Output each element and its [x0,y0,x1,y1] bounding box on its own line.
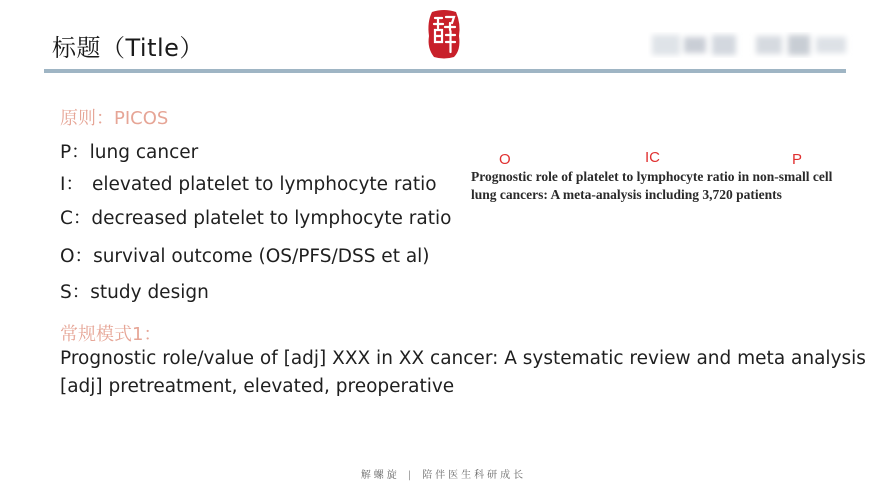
picos-key: I： [60,174,84,195]
title-divider [44,69,846,73]
picos-value: study design [90,282,209,303]
picos-row-c [60,204,451,230]
example-title-line: lung cancers: A meta-analysis including 3,720 patients [471,187,782,202]
footer-separator: | [407,470,415,481]
principle-label: 原则：PICOS [60,108,169,129]
picos-value: lung cancer [89,142,199,163]
example-title [471,168,881,204]
pattern-line-1: Prognostic role/value of [adj] XXX in XX cancer: A systematic review and meta analysis [60,348,866,369]
picos-value: decreased platelet to lymphocyte ratio [91,208,452,229]
footer-slogan: 陪伴医生科研成长 [422,470,527,481]
picos-key: S： [60,282,91,303]
marker-p: P [792,151,803,168]
picos-row-o [60,242,430,268]
page-title: 标题（Title） [52,34,204,62]
footer [0,466,887,481]
picos-value: elevated platelet to lymphocyte ratio [91,174,437,195]
blurred-logo-area [648,32,853,58]
picos-row-s [60,278,209,304]
pattern-label: 常规模式1： [60,324,162,345]
pattern-line-2: [adj] pretreatment, elevated, preoperative [60,376,455,397]
marker-ic: IC [645,149,660,166]
picos-key: P： [60,142,90,163]
example-title-line: Prognostic role of platelet to lymphocyte ratio in non-small cell [471,169,833,184]
picos-value: survival outcome (OS/PFS/DSS et al) [93,246,430,267]
picos-row-p [60,138,198,164]
picos-key: C： [60,208,92,229]
footer-brand: 解螺旋 [360,470,400,481]
picos-row-i [60,170,437,196]
seal-logo-icon [426,8,462,60]
marker-o: O [499,151,511,168]
picos-key: O： [60,246,94,267]
